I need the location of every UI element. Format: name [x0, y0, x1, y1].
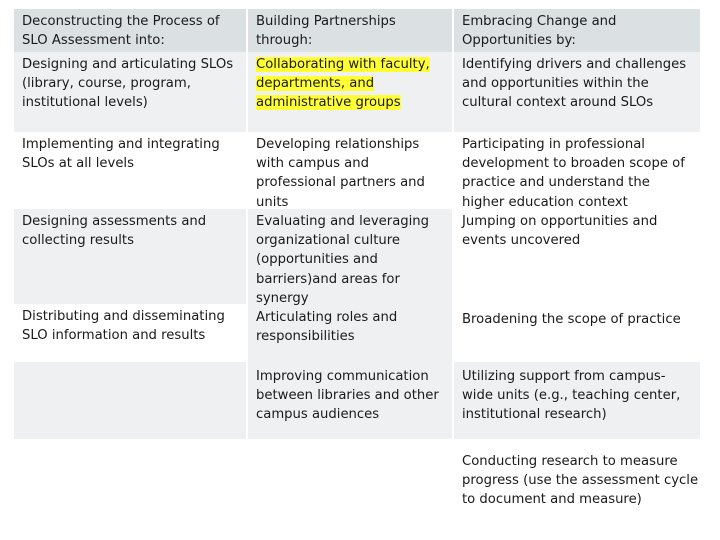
- header-partnerships: Building Partnerships through:: [248, 9, 454, 52]
- col1-item-distributing: Distributing and disseminating SLO information and results: [14, 304, 248, 362]
- col3-professional-cell: [454, 132, 700, 304]
- col2-item-collaborating: Collaborating with faculty, departments, and administrative groups: [256, 57, 430, 111]
- col3-item-jumping-opportunities: Jumping on opportunities and events uncovered: [462, 213, 658, 249]
- col2-item-articulating-roles: Articulating roles and responsibilities: [256, 310, 398, 345]
- col1-item-implementing: Implementing and integrating SLOs at all levels: [14, 132, 248, 209]
- header-change: Embracing Change and Opportunities by:: [454, 9, 700, 52]
- col3-item-conducting-research: Conducting research to measure progress (use the assessment cycle to document and measure): [462, 454, 699, 508]
- col2-item-improving-communication: Improving communication between libraries and other campus audiences: [248, 362, 454, 439]
- col3-item-identifying-drivers: Identifying drivers and challenges and opportunities within the cultural context around SLOs: [454, 52, 700, 132]
- col2-item-collaborating-cell: [248, 52, 454, 132]
- col1-item-designing-slos: Designing and articulating SLOs (library, course, program, institutional levels): [14, 52, 248, 132]
- col3-item-campus-support: Utilizing support from campus-wide units (e.g., teaching center, institutional research): [454, 362, 700, 439]
- header-deconstructing: Deconstructing the Process of SLO Assessment into:: [14, 9, 248, 52]
- col2-culture-cell: [248, 209, 454, 362]
- col2-item-evaluating-culture: Evaluating and leveraging organizational culture (opportunities and barriers)and areas for synergy: [256, 214, 430, 306]
- col2-item-developing-relationships: Developing relationships with campus and professional partners and units: [248, 132, 454, 209]
- slo-table: [14, 9, 700, 519]
- col3-item-broadening-scope: Broadening the scope of practice: [454, 304, 700, 362]
- empty-cell: [14, 362, 248, 439]
- col1-item-designing-assessments: Designing assessments and collecting results: [14, 209, 248, 304]
- col3-item-professional-development: Participating in professional development to broaden scope of practice and understand the higher education context: [462, 137, 685, 210]
